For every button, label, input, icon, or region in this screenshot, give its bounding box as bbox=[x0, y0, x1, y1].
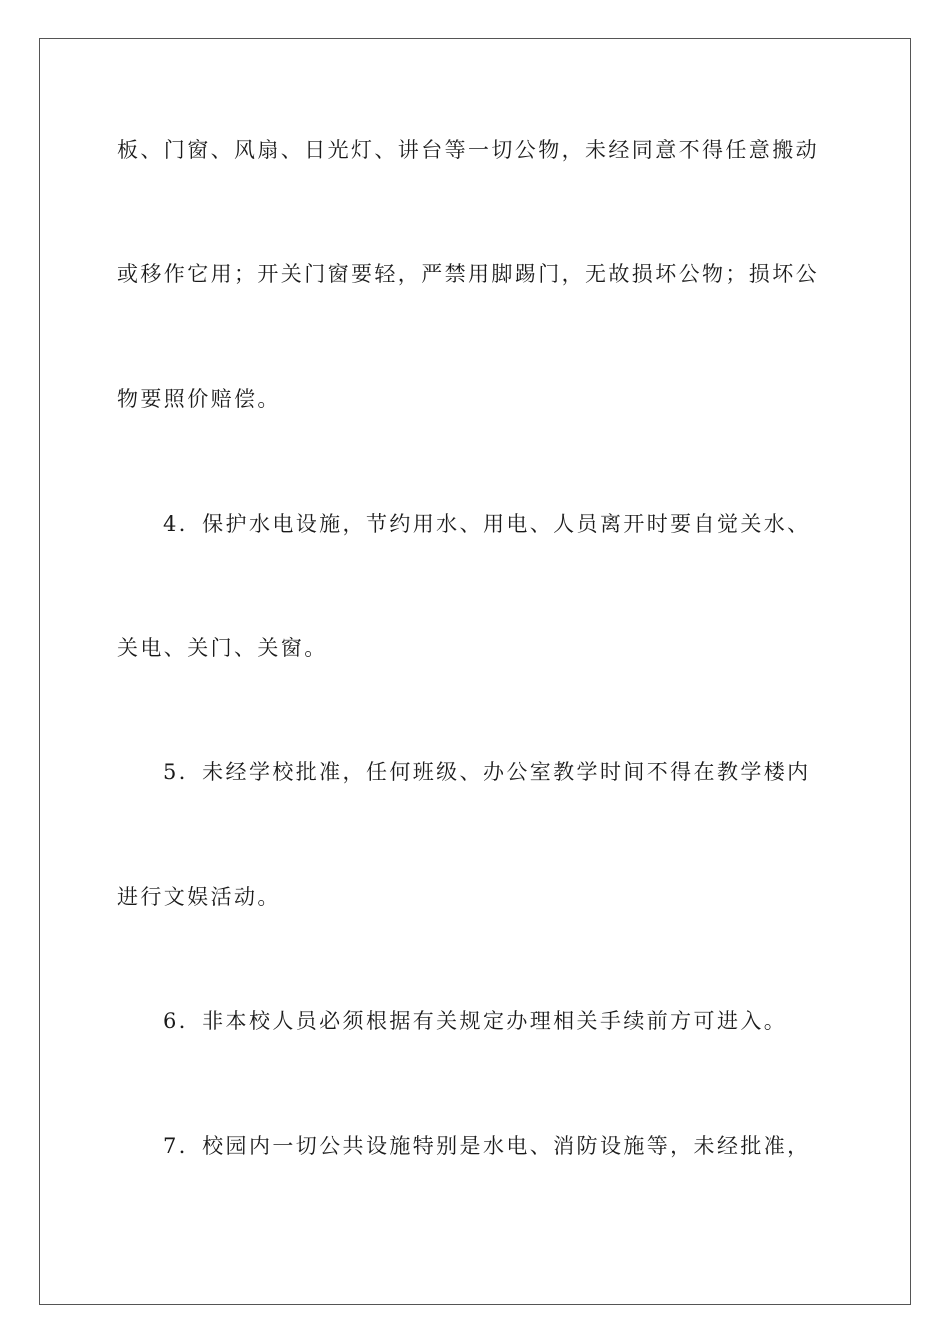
list-item-4: 4．保护水电设施，节约用水、用电、人员离开时要自觉关水、 bbox=[163, 512, 811, 536]
text-line: 关电、关门、关窗。 bbox=[117, 636, 328, 660]
text-line: 物要照价赔偿。 bbox=[117, 387, 281, 411]
list-item-7: 7．校园内一切公共设施特别是水电、消防设施等，未经批准， bbox=[163, 1134, 811, 1158]
text-line: 进行文娱活动。 bbox=[117, 885, 281, 909]
text-line: 或移作它用；开关门窗要轻，严禁用脚踢门，无故损坏公物；损坏公 bbox=[117, 262, 819, 286]
text-line: 板、门窗、风扇、日光灯、讲台等一切公物，未经同意不得任意搬动 bbox=[117, 138, 819, 162]
list-item-6: 6．非本校人员必须根据有关规定办理相关手续前方可进入。 bbox=[163, 1009, 788, 1033]
page-border bbox=[39, 38, 911, 1305]
list-item-5: 5．未经学校批准，任何班级、办公室教学时间不得在教学楼内 bbox=[163, 760, 811, 784]
